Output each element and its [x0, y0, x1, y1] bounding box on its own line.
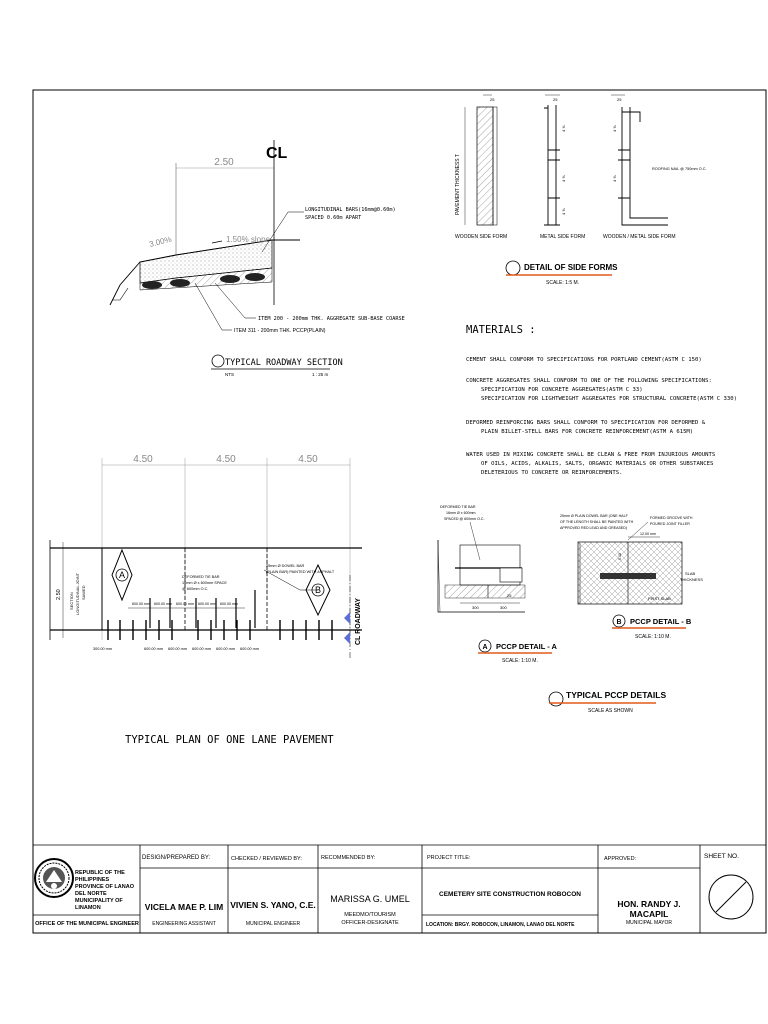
side-forms-scale: SCALE: 1:5 M. — [546, 280, 580, 286]
tie-bar-note: 16mm Ø x 600mm SPACE — [182, 581, 227, 585]
tie-spacing: 600.00 mm — [176, 602, 194, 606]
first-slab-label: FIRST SLAB — [648, 596, 671, 601]
tie-bar-note: @ 600mm O.C. — [182, 587, 209, 591]
section-width-dim: 2.50 — [214, 157, 234, 168]
plan-dim-2: 4.50 — [216, 454, 236, 465]
slab-thickness-label: THICKNESS — [680, 577, 703, 582]
pccp-b-groove: POURED JOINT FILLER — [650, 522, 690, 526]
dowel-spacing: 600.00 mm — [192, 647, 211, 651]
wooden-side-form-label: WOODEN SIDE FORM — [455, 234, 508, 240]
plan-marker-b: B — [314, 585, 322, 595]
dowel-end-spacing: 300.00 mm — [93, 647, 112, 651]
roadway-section-title: TYPICAL ROADWAY SECTION — [225, 358, 343, 368]
sheet-number-label: SHEET NO. — [704, 853, 739, 860]
roadway-centerline-label: CL ROADWAY — [355, 597, 362, 645]
project-title-label: PROJECT TITLE: — [427, 855, 471, 861]
plan-left-note-2: LONGITUDINAL JOINT — [75, 572, 80, 615]
materials-heading: MATERIALS : — [466, 324, 536, 336]
pccp-b-note: OF THE LENGTH SHALL BE PAINTED WITH — [560, 520, 634, 524]
materials-notes — [466, 324, 737, 476]
svg-text:4 ⅜: 4 ⅜ — [612, 125, 617, 132]
seal-caption — [75, 870, 139, 912]
svg-text:4 ⅜: 4 ⅜ — [561, 175, 566, 182]
longitudinal-bars-note: LONGITUDINAL BARS(16mm@0.60m) — [305, 207, 396, 213]
tie-bar-note: DEFORMED TIE BAR — [182, 575, 220, 579]
plan-dim-3: 4.50 — [298, 454, 318, 465]
design-label: DESIGN/PREPARED BY: — [142, 855, 211, 861]
designer-role: ENGINEERING ASSISTANT — [152, 921, 216, 927]
material-line: CEMENT SHALL CONFORM TO SPECIFICATIONS FOR PORTLAND CEMENT(ASTM C 150) — [466, 357, 702, 363]
roadway-section — [110, 140, 405, 377]
pccp-b-title: PCCP DETAIL - B — [630, 617, 692, 626]
material-line: CONCRETE AGGREGATES SHALL CONFORM TO ONE OF THE FOLLOWING SPECIFICATIONS: — [466, 378, 712, 384]
pccp-a-title: PCCP DETAIL - A — [496, 642, 557, 651]
wood-metal-form-dim: 25 — [617, 97, 622, 102]
pccp-detail-a — [435, 505, 558, 664]
material-line: DEFORMED REINFORCING BARS SHALL CONFORM TO SPECIFICATION FOR DEFORMED & — [466, 420, 706, 426]
svg-text:4 ⅜: 4 ⅜ — [612, 175, 617, 182]
pccp-b-scale: SCALE: 1:10 M. — [635, 634, 671, 640]
roadway-section-scale-left: NTS — [225, 372, 234, 377]
approved-label: APPROVED: — [604, 856, 637, 862]
dowel-spacing: 600.00 mm — [240, 647, 259, 651]
plan-dim-1: 4.50 — [133, 454, 153, 465]
longitudinal-bars-spacing-note: SPACED 0.60m APART — [305, 215, 362, 221]
dowel-note: (PLAIN BAR) PAINTED WITH ASPHALT — [266, 570, 335, 574]
pccp-b-groove: FORMED GROOVE WITH — [650, 516, 693, 520]
metal-side-form-label: METAL SIDE FORM — [540, 234, 586, 240]
dowel-note: 25mm Ø DOWEL BAR — [266, 564, 305, 568]
material-line: SPECIFICATION FOR CONCRETE AGGREGATES(ASTM C 33) — [481, 387, 643, 393]
pccp-details-heading — [549, 690, 666, 714]
pccp-details-title: TYPICAL PCCP DETAILS — [566, 690, 667, 700]
pccp-b-note: 25mm Ø PLAIN DOWEL BAR (ONE HALF — [560, 514, 628, 518]
svg-text:0.10: 0.10 — [618, 553, 622, 560]
tie-spacing: 600.00 mm — [220, 602, 238, 606]
plan-left-note-3: SAWED — [81, 585, 86, 600]
side-forms-detail — [455, 95, 707, 286]
pccp-a-note: 16mm Ø x 600mm — [446, 511, 476, 515]
lane-plan-title: TYPICAL PLAN OF ONE LANE PAVEMENT — [125, 734, 334, 746]
wood-metal-side-form-label: WOODEN / METAL SIDE FORM — [603, 234, 676, 240]
centerline-mark: CL — [266, 145, 288, 162]
pavement-slope-label: 1.50% slope — [226, 235, 271, 244]
recommended-label: RECOMMENDED BY: — [321, 855, 376, 861]
lane-plan — [50, 454, 362, 746]
seal-line: REPUBLIC OF THE PHILIPPINES — [75, 870, 125, 883]
pccp-detail-b — [560, 514, 703, 640]
checker-role: MUNICIPAL ENGINEER — [245, 921, 301, 927]
recommender-role: OFFICER-DESIGNATE — [341, 920, 399, 926]
pccp-a-dim-1: 25 — [507, 593, 512, 598]
sheet-border — [33, 90, 766, 933]
dowel-spacing: 600.00 mm — [168, 647, 187, 651]
approver-name: HON. RANDY J. MACAPIL — [617, 899, 681, 919]
pccp-details-scale: SCALE AS SHOWN — [588, 708, 633, 714]
tie-spacing: 600.00 mm — [154, 602, 172, 606]
pccp-a-note: SPACED @ 600mm O.C. — [444, 517, 485, 521]
recommender-name: MARISSA G. UMEL — [330, 894, 410, 904]
dowel-spacing: 600.00 mm — [144, 647, 163, 651]
designer-name: VICELA MAE P. LIM — [144, 902, 224, 912]
material-line: DELETERIOUS TO CONCRETE OR REINFORCEMENTS. — [481, 470, 623, 476]
pccp-note: ITEM 311 - 200mm THK. PCCP(PLAIN) — [234, 328, 326, 334]
recommender-role: MEEDMO/TOURISM — [344, 912, 396, 918]
seal-line: PROVINCE OF LANAO DEL NORTE — [75, 884, 134, 897]
pccp-b-groove-dim: 12.00 mm — [640, 532, 656, 536]
subbase-note: ITEM 200 - 200mm THK. AGGREGATE SUB-BASE COARSE — [258, 316, 405, 322]
roadway-section-scale-right: 1 : 25 m — [312, 372, 329, 377]
pccp-a-scale: SCALE: 1:10 M. — [502, 658, 538, 664]
metal-form-dim: 25 — [553, 97, 558, 102]
svg-text:4 ⅜: 4 ⅜ — [561, 125, 566, 132]
checker-name: VIVIEN S. YANO, C.E. — [230, 900, 316, 910]
side-forms-title: DETAIL OF SIDE FORMS — [524, 263, 618, 272]
pccp-b-note: APPROVED RED LEAD AND GREASED) — [560, 526, 628, 530]
pccp-a-marker: A — [482, 644, 488, 651]
pccp-b-marker: B — [616, 619, 622, 626]
wooden-form-dim: 25 — [490, 97, 495, 102]
pccp-a-note: DEFORMED TIE BAR — [440, 505, 476, 509]
slab-label: SLAB — [685, 571, 696, 576]
roofing-nail-note: ROOFING NAIL @ 750mm O.C. — [652, 167, 707, 171]
plan-marker-a: A — [118, 570, 126, 580]
office-label: OFFICE OF THE MUNICIPAL ENGINEER — [35, 921, 139, 927]
dowel-spacing: 600.00 mm — [216, 647, 235, 651]
material-line: WATER USED IN MIXING CONCRETE SHALL BE CLEAN & FREE FROM INJURIOUS AMOUNTS — [466, 452, 716, 458]
material-line: SPECIFICATION FOR LIGHTWEIGHT AGGREGATES FOR STRUCTURAL CONCRETE(ASTM C 330) — [481, 396, 737, 402]
project-name: CEMETERY SITE CONSTRUCTION ROBOCON — [439, 891, 581, 898]
municipal-seal — [35, 859, 73, 897]
svg-text:4 ⅜: 4 ⅜ — [561, 208, 566, 215]
pccp-a-dim-3: 300 — [500, 605, 507, 610]
tie-spacing: 600.00 mm — [198, 602, 216, 606]
pccp-a-dim-2: 300 — [472, 605, 479, 610]
material-line: OF OILS, ACIDS, ALKALIS, SALTS, ORGANIC MATERIALS OR OTHER SUBSTANCES — [481, 461, 714, 467]
seal-line: MUNICIPALITY OF LINAMON — [75, 898, 123, 911]
shoulder-slope-label: 3.00% — [148, 234, 173, 249]
pavement-thickness-label: PAVEMENT THICKNESS T — [455, 154, 461, 215]
approver-role: MUNICIPAL MAYOR — [625, 920, 673, 926]
plan-left-note-1: SECTION — [69, 592, 74, 610]
tie-spacing: 600.00 mm — [132, 602, 150, 606]
project-location: LOCATION: BRGY. ROBOCON, LINAMON, LANAO DEL NORTE — [426, 922, 575, 928]
material-line: PLAIN BILLET-STELL BARS FOR CONCRETE REINFORCEMENT(ASTM A 615M) — [481, 429, 694, 435]
plan-left-dim: 2.50 — [56, 589, 62, 600]
checked-label: CHECKED / REVIEWED BY: — [231, 856, 302, 862]
